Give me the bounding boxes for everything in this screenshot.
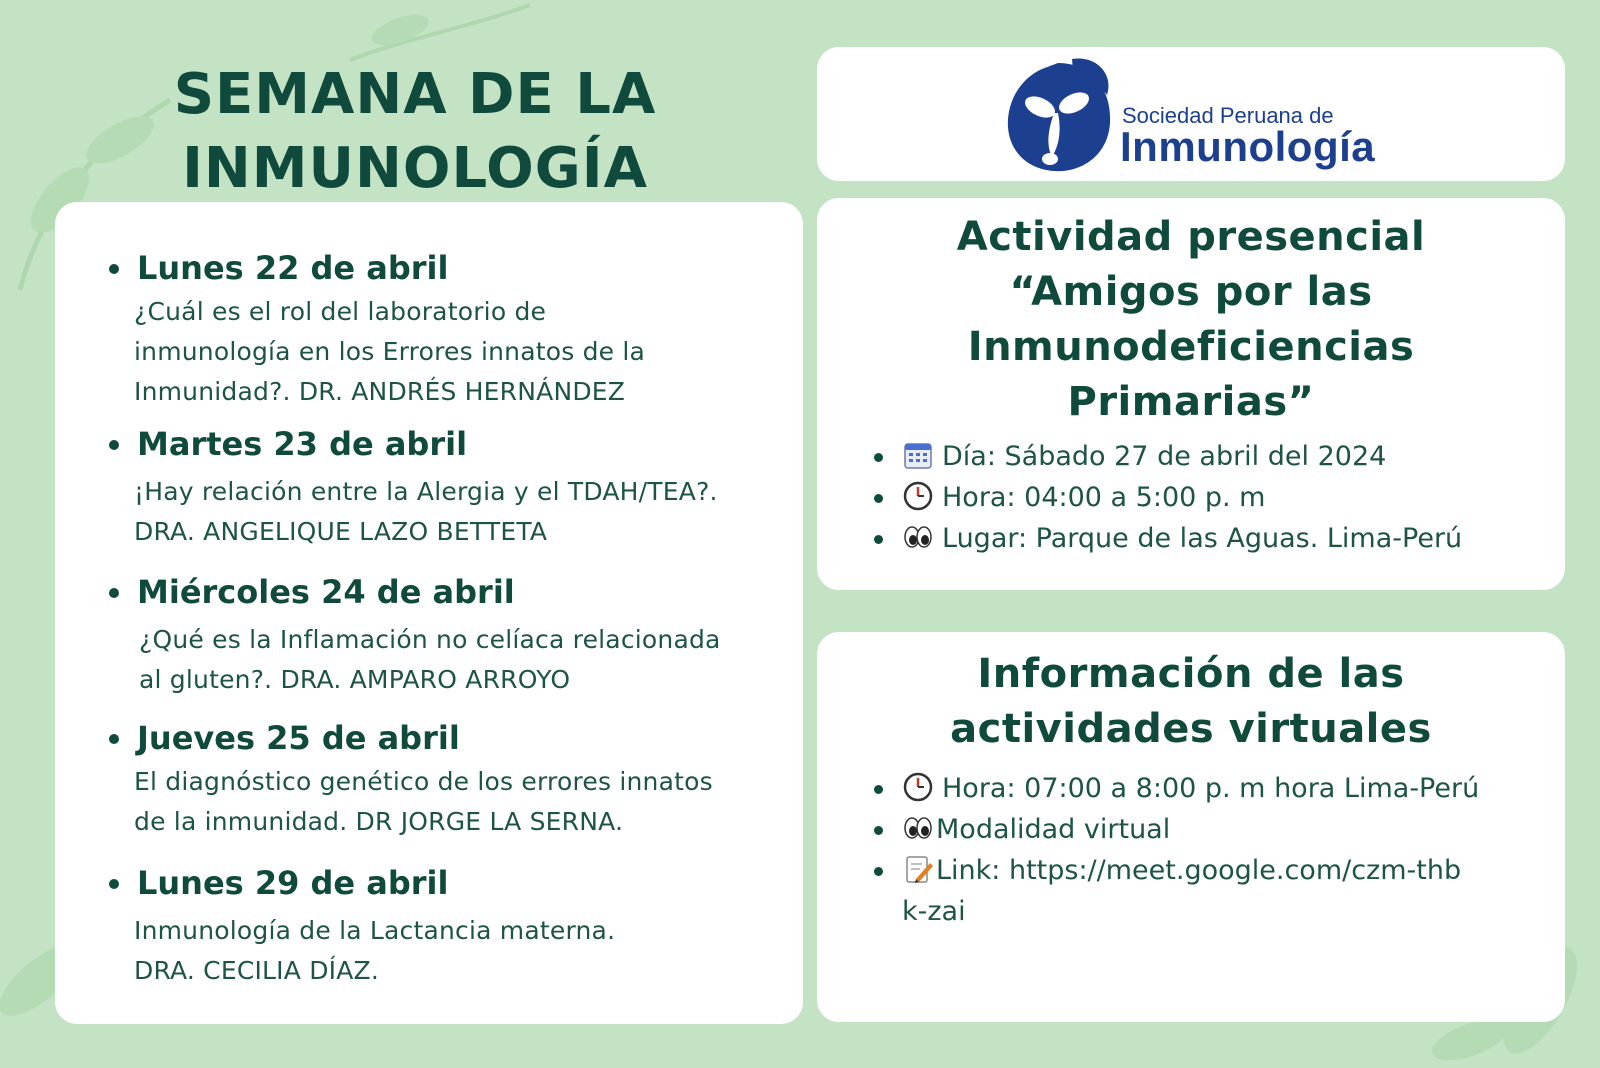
- virtual-details: [872, 768, 1479, 932]
- logo-card: [817, 47, 1565, 181]
- virtual-time: Hora: 07:00 a 8:00 p. m hora Lima-Perú: [942, 773, 1480, 804]
- schedule-card: [55, 202, 803, 1024]
- schedule-day: Martes 23 de abril: [107, 424, 797, 464]
- eyes-icon: [902, 812, 934, 844]
- schedule-day: Lunes 29 de abril: [107, 863, 797, 903]
- in-person-heading: Actividad presencial “Amigos por las Inmunodeficiencias Primarias”: [956, 214, 1426, 425]
- virtual-heading: Información de las actividades virtuales: [950, 651, 1432, 752]
- event-time: Hora: 04:00 a 5:00 p. m: [942, 482, 1266, 513]
- schedule-description: ¿Qué es la Inflamación no celíaca relacionada al gluten?. DRA. AMPARO ARROYO: [139, 625, 721, 694]
- list-item: [872, 768, 1479, 809]
- schedule-day: Lunes 22 de abril: [107, 248, 797, 288]
- schedule-day: Miércoles 24 de abril: [107, 572, 797, 612]
- list-item: [872, 518, 1462, 559]
- calendar-icon: [902, 439, 934, 471]
- clock-icon: [902, 480, 934, 512]
- clock-icon: [902, 771, 934, 803]
- list-item: [872, 436, 1462, 477]
- in-person-activity-card: [817, 198, 1565, 590]
- schedule-description: El diagnóstico genético de los errores innatos de la inmunidad. DR JORGE LA SERNA.: [134, 767, 713, 836]
- schedule-item: [107, 248, 797, 412]
- immunology-logo-icon: [1002, 55, 1114, 175]
- schedule-item: [107, 424, 797, 552]
- memo-icon: [902, 853, 934, 885]
- in-person-details: [872, 436, 1462, 559]
- schedule-item: [107, 718, 797, 842]
- list-item: [872, 850, 1462, 932]
- logo-line-2: Inmunología: [1120, 123, 1376, 170]
- list-item: [872, 477, 1462, 518]
- list-item: [872, 809, 1479, 850]
- schedule-description: ¡Hay relación entre la Alergia y el TDAH/TEA?. DRA. ANGELIQUE LAZO BETTETA: [134, 477, 718, 546]
- virtual-activities-card: [817, 632, 1565, 1022]
- event-day: Día: Sábado 27 de abril del 2024: [942, 441, 1387, 472]
- logo-line-1: Sociedad Peruana de: [1122, 103, 1334, 128]
- eyes-icon: [902, 521, 934, 553]
- schedule-description: Inmunología de la Lactancia materna. DRA. CECILIA DÍAZ.: [134, 916, 616, 985]
- schedule-day: Jueves 25 de abril: [107, 718, 797, 758]
- event-location: Lugar: Parque de las Aguas. Lima-Perú: [942, 523, 1463, 554]
- schedule-item: [107, 572, 797, 700]
- virtual-modality: Modalidad virtual: [936, 814, 1171, 845]
- schedule-item: [107, 863, 797, 991]
- meeting-link[interactable]: Link: https://meet.google.com/czm-thbk-zai: [902, 855, 1462, 927]
- page-title: SEMANA DE LA INMUNOLOGÍA: [173, 62, 657, 201]
- society-logo: [1002, 55, 1402, 175]
- schedule-description: ¿Cuál es el rol del laboratorio de inmunología en los Errores innatos de la Inmunidad?. DR. ANDRÉS HERNÁNDEZ: [134, 297, 646, 406]
